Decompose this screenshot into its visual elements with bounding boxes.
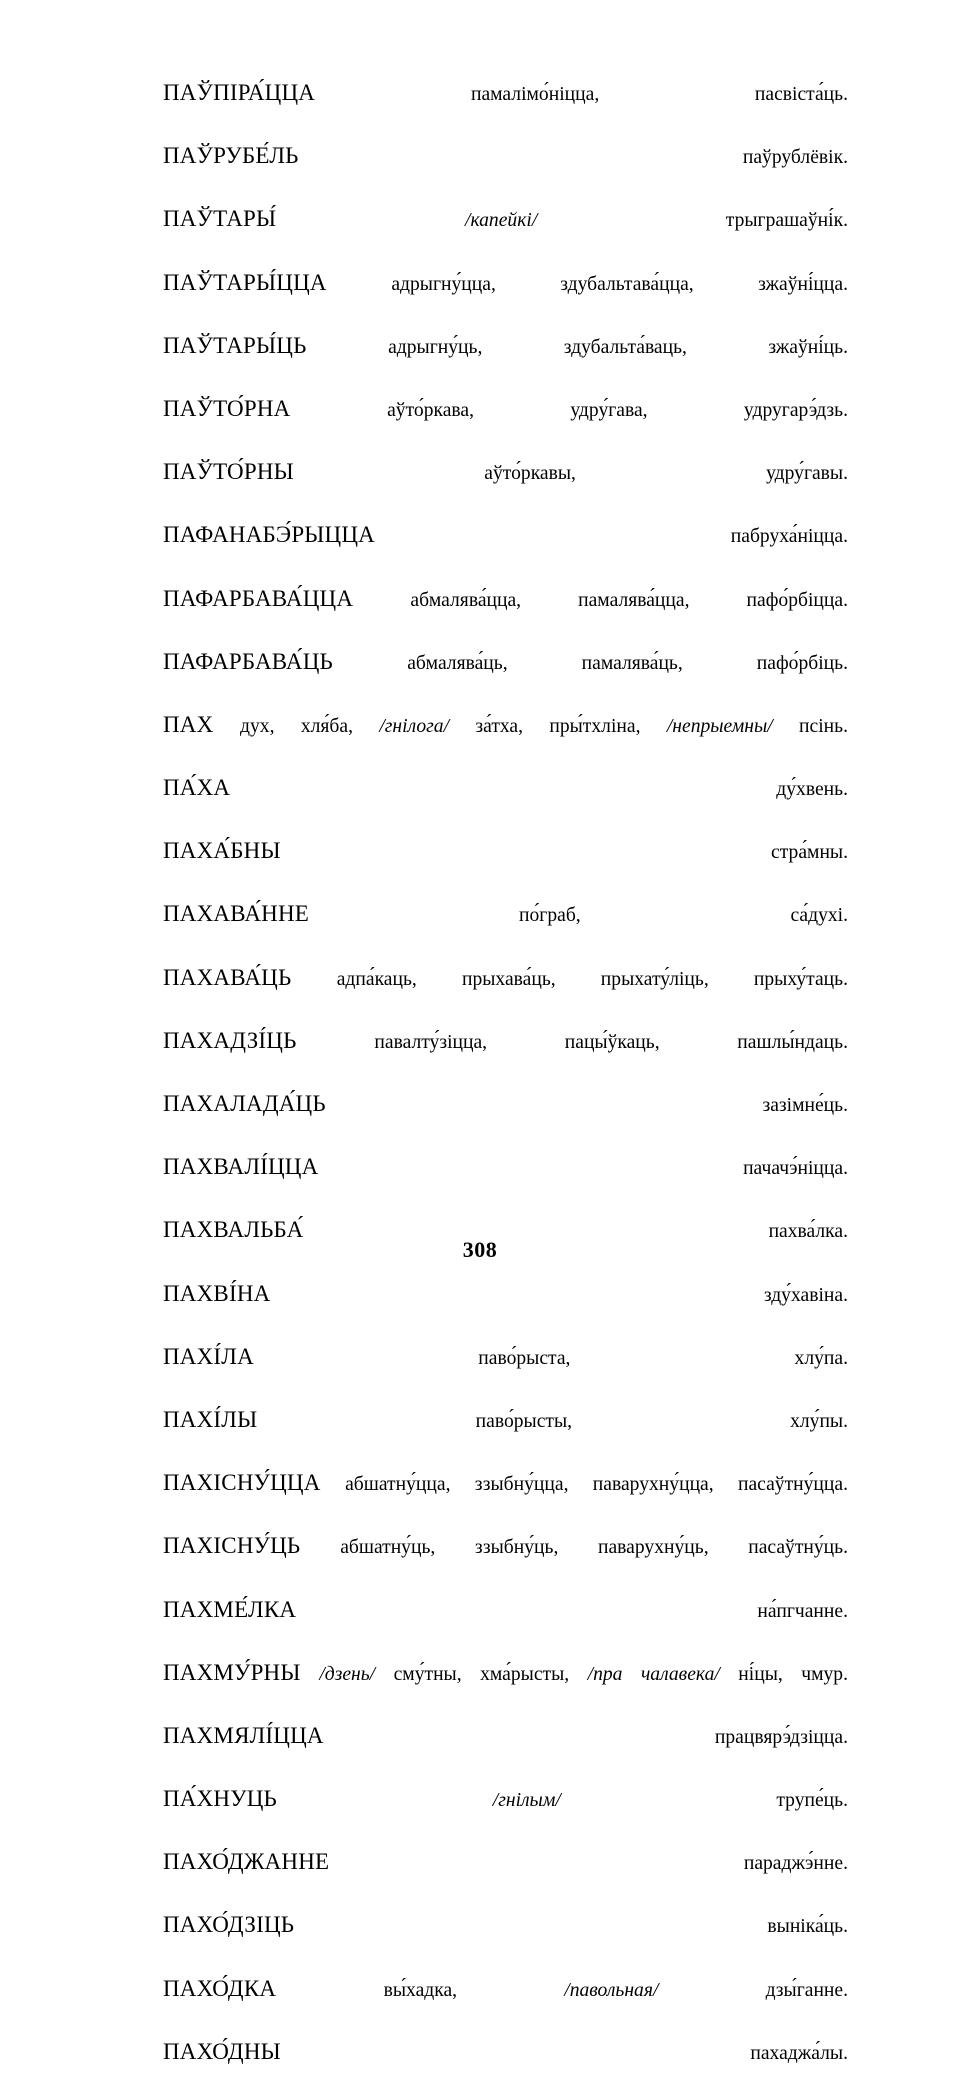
gloss-synonyms: абшатну́ць, ззыбну́ць, паварухну́ць, пасаўтну́ць. bbox=[340, 1537, 848, 1559]
entry-gloss bbox=[240, 716, 848, 737]
entry-headword: ПА́ХНУЦЬ bbox=[163, 1786, 277, 1812]
entry-gloss bbox=[493, 1790, 848, 1811]
dictionary-entry bbox=[112, 1089, 848, 1152]
entry-gloss bbox=[476, 1411, 848, 1432]
entry-gloss bbox=[764, 1285, 848, 1306]
entry-headword: ПАХАЛАДА́ЦЬ bbox=[163, 1091, 326, 1116]
entry-headword: ПАХАВА́ЦЬ bbox=[163, 964, 292, 990]
dictionary-entry bbox=[112, 1279, 848, 1342]
gloss-synonyms: зду́хавіна. bbox=[763, 1284, 848, 1306]
gloss-synonyms: пахва́лка. bbox=[768, 1221, 848, 1243]
dictionary-entry bbox=[112, 1847, 848, 1910]
entry-gloss bbox=[715, 1727, 848, 1748]
gloss-synonyms: по́граб, са́духі. bbox=[519, 905, 848, 927]
entry-gloss bbox=[744, 1853, 848, 1874]
dictionary-entry bbox=[112, 520, 848, 583]
gloss-synonyms: адпа́каць, прыхава́ць, прыхату́ліць, прыху́таць. bbox=[336, 968, 849, 990]
gloss-synonyms: паўрублёвік. bbox=[742, 147, 848, 169]
gloss-synonyms: сму́тны, хма́рысты, bbox=[375, 1663, 588, 1685]
gloss-synonyms: павалту́зіцца, пацы́ўкаць, пашлы́ндаць. bbox=[374, 1031, 848, 1053]
entry-headword: ПАЎТО́РНЫ bbox=[163, 459, 294, 485]
gloss-synonyms: абшатну́цца, ззыбну́цца, паварухну́цца, пасаўтну́цца. bbox=[345, 1474, 848, 1496]
entry-headword: ПА́ХА bbox=[163, 775, 231, 801]
dictionary-entry bbox=[112, 1784, 848, 1847]
entry-headword: ПАХІСНУ́ЦЦА bbox=[163, 1470, 321, 1496]
entry-headword: ПАХО́ДЗІЦЬ bbox=[163, 1912, 295, 1938]
entry-gloss bbox=[345, 1474, 848, 1495]
entry-gloss bbox=[519, 905, 848, 926]
entry-gloss bbox=[340, 1537, 848, 1558]
gloss-synonyms: аўто́ркавы, удру́гавы. bbox=[484, 463, 848, 485]
gloss-synonyms: трыграшаўні́к. bbox=[537, 210, 849, 232]
entry-gloss bbox=[731, 526, 848, 547]
gloss-usage-note: /пра чалавека/ bbox=[587, 1663, 720, 1685]
entry-gloss bbox=[484, 463, 848, 484]
entry-headword: ПАФАРБАВА́ЦЦА bbox=[163, 585, 354, 611]
gloss-synonyms: адрыгну́ць, здубальта́ваць, зжаўні́ць. bbox=[388, 336, 848, 358]
dictionary-entry bbox=[112, 331, 848, 394]
gloss-synonyms: аўто́ркава, удру́гава, удругарэ́дзь. bbox=[387, 399, 848, 421]
gloss-synonyms: памалімо́ніцца, пасвіста́ць. bbox=[470, 84, 848, 105]
dictionary-entry bbox=[112, 1531, 848, 1594]
gloss-synonyms: пабруха́ніцца. bbox=[730, 526, 848, 548]
gloss-synonyms: параджэ́нне. bbox=[743, 1853, 848, 1875]
gloss-synonyms: адрыгну́цца, здубальтава́цца, зжаўні́цца. bbox=[391, 273, 848, 295]
dictionary-entry bbox=[112, 963, 848, 1026]
dictionary-entry bbox=[112, 1721, 848, 1784]
entry-gloss bbox=[387, 400, 848, 421]
entry-headword: ПАХМЕ́ЛКА bbox=[163, 1596, 297, 1622]
entry-headword: ПАФАРБАВА́ЦЬ bbox=[163, 648, 333, 674]
dictionary-entry bbox=[112, 1152, 848, 1215]
gloss-synonyms: дух, хля́ба, bbox=[240, 715, 380, 737]
entry-gloss bbox=[319, 1664, 848, 1685]
dictionary-entry bbox=[112, 394, 848, 457]
entry-headword: ПАФАНАБЭ́РЫЦЦА bbox=[163, 522, 375, 548]
entry-headword: ПАЎТАРЫ́ЦЦА bbox=[163, 269, 327, 295]
entry-headword: ПАХО́ДНЫ bbox=[163, 2038, 281, 2064]
gloss-synonyms: пахаджа́лы. bbox=[750, 2042, 848, 2064]
entry-headword: ПАХМЯЛІ́ЦЦА bbox=[163, 1722, 324, 1748]
gloss-synonyms: вы́хадка, bbox=[383, 1979, 565, 2001]
entry-gloss bbox=[771, 842, 848, 863]
entry-gloss bbox=[410, 590, 848, 611]
entry-headword: ПАХО́ДКА bbox=[163, 1975, 277, 2001]
entry-gloss bbox=[776, 779, 848, 800]
entry-gloss bbox=[478, 1348, 848, 1369]
dictionary-entry bbox=[112, 1026, 848, 1089]
dictionary-entry bbox=[112, 141, 848, 204]
entry-list bbox=[112, 78, 848, 2100]
entry-headword: ПАХВАЛЬБА́ bbox=[163, 1217, 304, 1243]
entry-gloss bbox=[407, 653, 848, 674]
gloss-synonyms: паво́рыста, хлу́па. bbox=[478, 1347, 848, 1369]
gloss-synonyms: ні́цы, чмур. bbox=[719, 1663, 849, 1685]
gloss-synonyms: на́пгчанне. bbox=[757, 1600, 848, 1622]
gloss-synonyms: ду́хвень. bbox=[776, 779, 848, 801]
gloss-usage-note: /гнілым/ bbox=[492, 1790, 561, 1812]
entry-gloss bbox=[750, 2043, 848, 2064]
gloss-synonyms: вынiка́ць. bbox=[767, 1916, 848, 1938]
entry-headword: ПАХІ́ЛЫ bbox=[163, 1406, 258, 1432]
gloss-synonyms: абмалява́цца, памалява́цца, пафо́рбіцца. bbox=[410, 589, 848, 611]
entry-gloss bbox=[743, 147, 848, 168]
gloss-synonyms: дзы́ганне. bbox=[658, 1979, 849, 2001]
entry-gloss bbox=[757, 1601, 848, 1622]
gloss-synonyms: абмалява́ць, памалява́ць, пафо́рбіць. bbox=[407, 652, 849, 674]
entry-headword: ПАХАВА́ННЕ bbox=[163, 901, 310, 927]
entry-gloss bbox=[384, 1980, 848, 2001]
dictionary-entry bbox=[112, 1595, 848, 1658]
entry-gloss bbox=[388, 337, 848, 358]
entry-headword: ПАХВІ́НА bbox=[163, 1280, 271, 1306]
gloss-synonyms: працвярэ́дзіцца. bbox=[714, 1726, 848, 1748]
dictionary-entry bbox=[112, 2037, 848, 2100]
dictionary-entry bbox=[112, 836, 848, 899]
entry-headword: ПАХ bbox=[163, 711, 214, 737]
entry-headword: ПАХВАЛІ́ЦЦА bbox=[163, 1154, 319, 1180]
gloss-usage-note: /павольная/ bbox=[564, 1979, 659, 2001]
entry-headword: ПАЎТАРЫ́ЦЬ bbox=[163, 332, 307, 358]
entry-headword: ПАХІСНУ́ЦЬ bbox=[163, 1533, 301, 1559]
gloss-usage-note: /гнілога/ bbox=[379, 715, 450, 737]
dictionary-entry bbox=[112, 647, 848, 710]
dictionary-entry bbox=[112, 1658, 848, 1721]
dictionary-entry bbox=[112, 1342, 848, 1405]
dictionary-entry bbox=[112, 1910, 848, 1973]
entry-headword: ПАЎТО́РНА bbox=[163, 395, 291, 421]
dictionary-entry bbox=[112, 1405, 848, 1468]
dictionary-entry bbox=[112, 268, 848, 331]
entry-headword: ПАХМУ́РНЫ bbox=[163, 1659, 301, 1685]
gloss-synonyms: стра́мны. bbox=[771, 842, 848, 864]
dictionary-entry bbox=[112, 457, 848, 520]
dictionary-entry bbox=[112, 1974, 848, 2037]
gloss-synonyms: за́тха, пры́тхліна, bbox=[449, 715, 667, 737]
entry-headword: ПАЎТАРЫ́ bbox=[163, 206, 277, 232]
dictionary-entry bbox=[112, 584, 848, 647]
entry-headword: ПАЎРУБЕ́ЛЬ bbox=[163, 143, 299, 169]
page-number: 308 bbox=[462, 1237, 498, 1262]
dictionary-entry bbox=[112, 78, 848, 141]
entry-headword: ПАХО́ДЖАННЕ bbox=[163, 1849, 330, 1875]
dictionary-entry bbox=[112, 773, 848, 836]
entry-headword: ПАХАДЗІ́ЦЬ bbox=[163, 1027, 297, 1053]
entry-headword: ПАХІ́ЛА bbox=[163, 1343, 254, 1369]
gloss-usage-note: /непрыемны/ bbox=[666, 715, 773, 737]
gloss-usage-note: /капейкі/ bbox=[465, 210, 538, 232]
gloss-synonyms: зазімне́ць. bbox=[762, 1095, 848, 1116]
gloss-synonyms: паво́рысты, хлу́пы. bbox=[475, 1410, 848, 1432]
entry-gloss bbox=[374, 1032, 848, 1053]
dictionary-entry bbox=[112, 204, 848, 267]
gloss-synonyms: пачачэ́ніцца. bbox=[743, 1158, 848, 1180]
gloss-usage-note: /дзень/ bbox=[319, 1663, 376, 1685]
entry-gloss bbox=[471, 84, 848, 105]
entry-gloss bbox=[465, 210, 848, 231]
dictionary-entry bbox=[112, 899, 848, 962]
entry-gloss bbox=[743, 1158, 848, 1179]
entry-headword: ПАЎПІРА́ЦЦА bbox=[163, 80, 316, 105]
entry-gloss bbox=[337, 969, 848, 990]
gloss-synonyms: трупе́ць. bbox=[560, 1790, 848, 1812]
entry-gloss bbox=[391, 274, 848, 295]
entry-gloss bbox=[767, 1916, 848, 1937]
entry-headword: ПАХА́БНЫ bbox=[163, 838, 281, 864]
dictionary-entry bbox=[112, 1468, 848, 1531]
entry-gloss bbox=[762, 1095, 848, 1116]
dictionary-entry bbox=[112, 710, 848, 773]
gloss-synonyms: псінь. bbox=[772, 715, 848, 737]
